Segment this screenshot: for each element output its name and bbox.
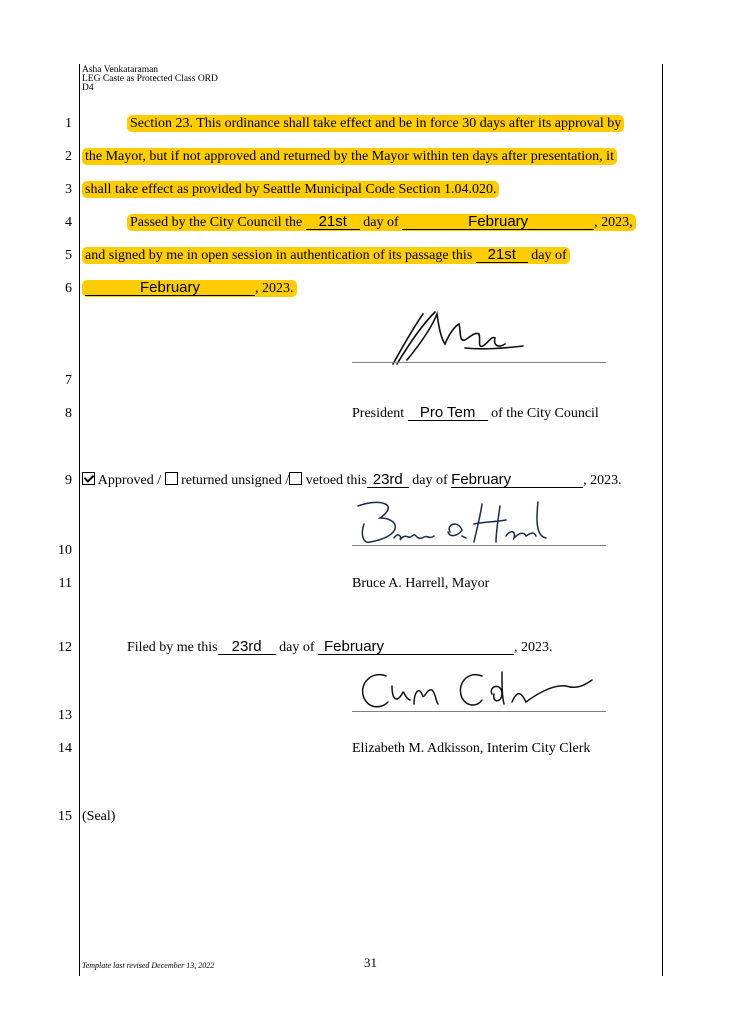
body-line-5: and signed by me in open session in authentication of its passage this 21st day of <box>82 247 570 265</box>
president-signature-image <box>375 308 525 368</box>
line-number: 11 <box>58 576 72 591</box>
clerk-signature-image <box>352 664 602 716</box>
mayor-name: Bruce A. Harrell, Mayor <box>352 576 490 591</box>
president-role-field: Pro Tem <box>408 405 488 421</box>
mayor-signature-line <box>352 545 606 546</box>
signed-day-field: 21st <box>476 247 528 263</box>
header-title: LEG Caste as Protected Class ORD <box>82 74 218 84</box>
clerk-signature-line <box>352 711 606 712</box>
template-note: Template last revised December 13, 2022 <box>82 961 215 970</box>
line-number: 9 <box>65 473 72 488</box>
line-number: 7 <box>65 373 72 388</box>
left-margin-rule <box>79 64 80 976</box>
passed-month-field: February <box>402 214 594 230</box>
filed-month-field: February <box>318 639 514 655</box>
vetoed-checkbox[interactable] <box>289 472 302 485</box>
passed-text: Passed by the City Council the <box>130 215 303 230</box>
returned-unsigned-checkbox[interactable] <box>165 472 178 485</box>
body-line-6: February , 2023. <box>82 280 297 298</box>
line-number: 2 <box>65 149 72 164</box>
body-line-1: Section 23. This ordinance shall take effect and be in force 30 days after its approval by <box>127 115 624 133</box>
approved-checkbox[interactable] <box>82 472 95 485</box>
line-number: 3 <box>65 182 72 197</box>
signed-month-field: February <box>85 280 255 296</box>
line-number: 8 <box>65 406 72 421</box>
line-number: 14 <box>58 741 72 756</box>
header-author: Asha Venkataraman <box>82 65 159 75</box>
line-number: 12 <box>58 640 72 655</box>
seal-label: (Seal) <box>82 809 116 824</box>
passed-day-field: 21st <box>306 214 360 230</box>
body-line-4: Passed by the City Council the 21st day of February , 2023, <box>127 214 636 232</box>
line-number: 13 <box>58 708 72 723</box>
body-line-3: shall take effect as provided by Seattle Municipal Code Section 1.04.020. <box>82 181 499 199</box>
line-number: 1 <box>65 116 72 131</box>
clerk-name: Elizabeth M. Adkisson, Interim City Clerk <box>352 741 591 756</box>
line-number: 5 <box>65 248 72 263</box>
line-number: 4 <box>65 215 72 230</box>
line-number: 10 <box>58 543 72 558</box>
line-number: 15 <box>58 809 72 824</box>
approval-line: Approved / returned unsigned / vetoed this 23rd day of February , 2023. <box>82 472 622 490</box>
approval-month-field: February <box>451 472 583 488</box>
header-draft: D4 <box>82 83 94 93</box>
filed-day-field: 23rd <box>218 639 276 655</box>
president-line: President Pro Tem of the City Council <box>352 404 599 421</box>
president-signature-line <box>352 362 606 363</box>
page-number: 31 <box>364 955 377 970</box>
filed-line: Filed by me this 23rd day of February , 2023. <box>127 638 553 655</box>
body-line-2: the Mayor, but if not approved and returned by the Mayor within ten days after presentation, it <box>82 148 617 166</box>
mayor-signature-image <box>350 496 550 552</box>
line-number: 6 <box>65 281 72 296</box>
right-margin-rule <box>662 64 663 976</box>
approval-day-field: 23rd <box>367 472 409 488</box>
